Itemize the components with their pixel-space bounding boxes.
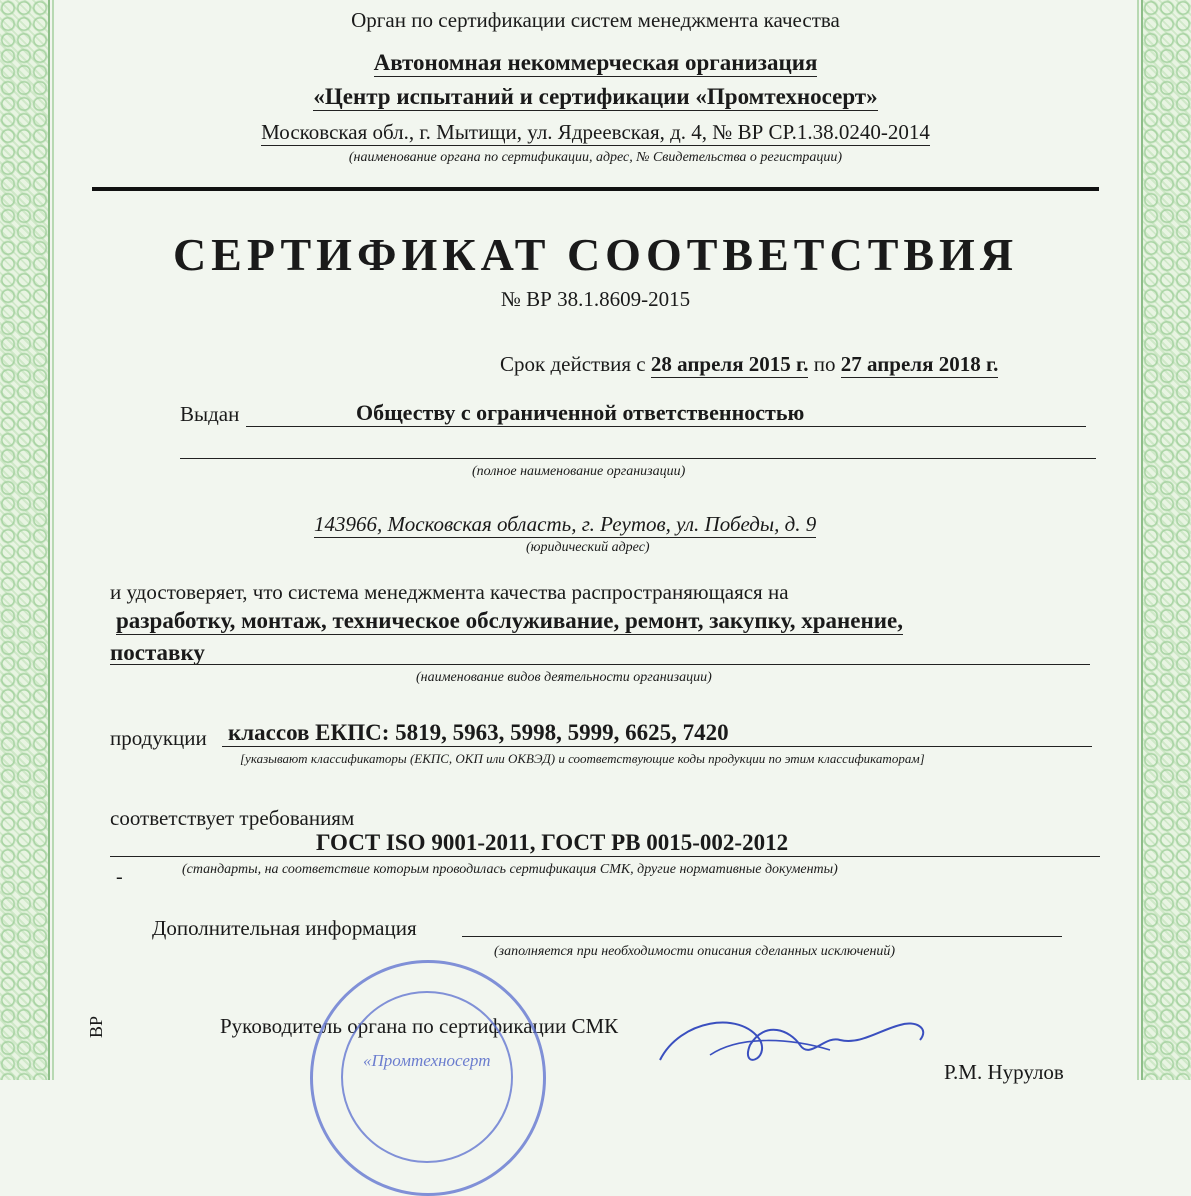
legal-address: 143966, Московская область, г. Реутов, ул. Победы, д. 9 [314, 512, 817, 536]
border-rule-left [52, 0, 54, 1080]
guilloche-border-left [0, 0, 50, 1080]
issued-underline [246, 426, 1086, 427]
issued-label: Выдан [180, 402, 240, 426]
certificate-number: № ВР 38.1.8609-2015 [500, 287, 691, 311]
authority-address-note: (наименование органа по сертификации, адрес, № Свидетельства о регистрации) [348, 150, 843, 165]
certificate-title: СЕРТИФИКАТ СООТВЕТСТВИЯ [172, 229, 1019, 280]
authority-line: Орган по сертификации систем менеджмента качества [351, 8, 840, 32]
handwritten-signature [650, 1000, 950, 1080]
validity-row [500, 352, 998, 377]
authority-address: Московская обл., г. Мытищи, ул. Ядреевская, д. 4, № ВР СР.1.38.0240-2014 [261, 120, 930, 144]
address-line-wrap [56, 120, 1135, 145]
products-underline [222, 746, 1092, 747]
requirements-dash: - [116, 866, 123, 888]
scope-note: (наименование видов деятельности организации) [416, 670, 712, 685]
validity-to: 27 апреля 2018 г. [840, 352, 999, 376]
side-mark: ВР [86, 1015, 106, 1038]
validity-middle: по [813, 352, 836, 376]
issued-note: (полное наименование организации) [472, 464, 686, 479]
issued-value: Обществу с ограниченной ответственностью [356, 400, 805, 425]
certificate-sheet [56, 0, 1135, 1084]
legal-address-note: (юридический адрес) [526, 540, 650, 555]
scope-line2: поставку [110, 640, 205, 665]
products-value: классов ЕКПС: 5819, 5963, 5998, 5999, 6625, 7420 [228, 720, 729, 745]
org-line1-wrap [56, 50, 1135, 76]
org-line2-wrap [56, 84, 1135, 110]
header-divider [92, 187, 1099, 191]
validity-prefix: Срок действия с [500, 352, 646, 376]
validity-from: 28 апреля 2015 г. [650, 352, 809, 376]
legal-address-wrap [314, 512, 816, 537]
scope-intro: и удостоверяет, что система менеджмента качества распространяющаяся на [110, 580, 789, 604]
requirements-value: ГОСТ ISO 9001-2011, ГОСТ РВ 0015-002-2012 [316, 830, 789, 855]
requirements-label: соответствует требованиям [110, 806, 355, 830]
scope-line1: разработку, монтаж, техническое обслуживание, ремонт, закупку, хранение, [116, 608, 903, 633]
products-note: [указывают классификаторы (ЕКПС, ОКП или ОКВЭД) и соответствующие коды продукции по этим классификаторам] [240, 751, 925, 766]
signatory-label: Руководитель органа по сертификации СМК [220, 1014, 619, 1038]
additional-label: Дополнительная информация [152, 916, 417, 940]
requirements-underline [110, 856, 1100, 857]
seal-inner-ring [341, 991, 513, 1163]
additional-underline [462, 936, 1062, 937]
scope-underline [110, 664, 1090, 665]
additional-note: (заполняется при необходимости описания сделанных исключений) [494, 944, 896, 959]
seal-text: «Промтехносерт [363, 1051, 491, 1070]
issued-underline-2 [180, 458, 1096, 459]
signatory-name: Р.М. Нурулов [944, 1060, 1064, 1084]
guilloche-border-right [1141, 0, 1191, 1080]
scope-line1-wrap [116, 608, 903, 634]
organization-seal [310, 960, 546, 1196]
border-rule-right [1137, 0, 1139, 1080]
requirements-note: (стандарты, на соответствие которым проводилась сертификация СМК, другие нормативные документы) [182, 862, 838, 877]
org-line2: «Центр испытаний и сертификации «Промтехносерт» [313, 84, 878, 109]
products-label: продукции [110, 726, 207, 750]
org-line1: Автономная некоммерческая организация [373, 50, 818, 75]
